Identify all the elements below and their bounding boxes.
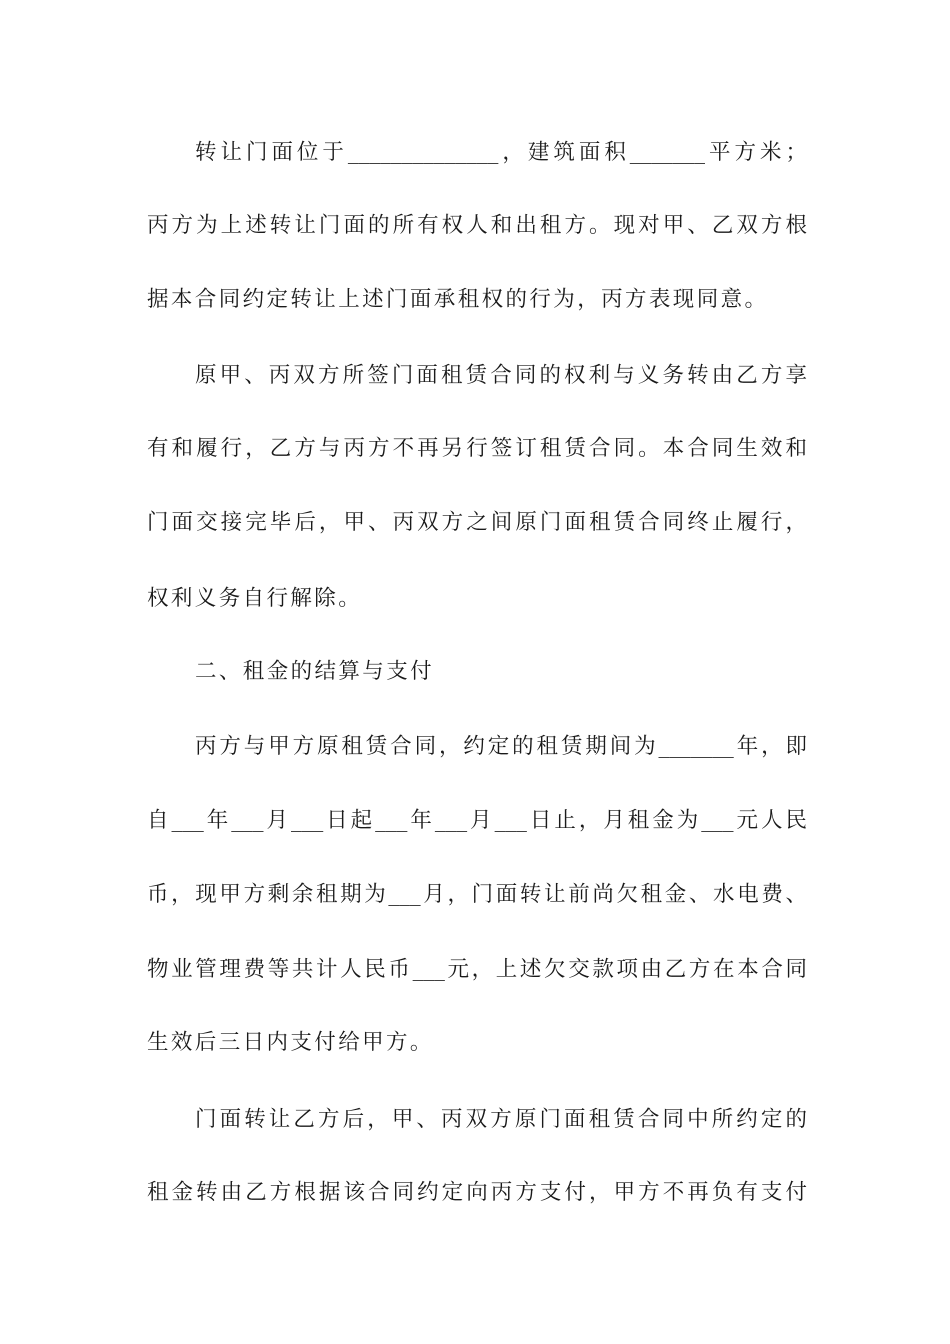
text-line: 丙方为上述转让门面的所有权人和出租方。现对甲、乙双方根: [147, 213, 807, 238]
text-line: 生效后三日内支付给甲方。: [147, 1030, 434, 1055]
text-line: 权利义务自行解除。: [147, 586, 363, 611]
text-line: 原甲、丙双方所签门面租赁合同的权利与义务转由乙方享: [195, 363, 807, 388]
text-line: 自___年___月___日起___年___月___日止，月租金为___元人民: [147, 808, 807, 833]
text-line: 物业管理费等共计人民币___元，上述欠交款项由乙方在本合同: [147, 957, 807, 982]
text-line: 有和履行，乙方与丙方不再另行签订租赁合同。本合同生效和: [147, 436, 807, 461]
text-line: 门面交接完毕后，甲、丙双方之间原门面租赁合同终止履行，: [147, 510, 807, 535]
section-heading: 二、租金的结算与支付: [195, 659, 435, 684]
text-line: 据本合同约定转让上述门面承租权的行为，丙方表现同意。: [147, 287, 769, 312]
text-line: 转让门面位于______________，建筑面积_______平方米；: [195, 140, 807, 165]
text-line: 丙方与甲方原租赁合同，约定的租赁期间为_______年，即: [195, 734, 807, 759]
text-line: 租金转由乙方根据该合同约定向丙方支付，甲方不再负有支付: [147, 1180, 807, 1205]
text-line: 门面转让乙方后，甲、丙双方原门面租赁合同中所约定的: [195, 1107, 807, 1132]
text-line: 币，现甲方剩余租期为___月，门面转让前尚欠租金、水电费、: [147, 882, 807, 907]
